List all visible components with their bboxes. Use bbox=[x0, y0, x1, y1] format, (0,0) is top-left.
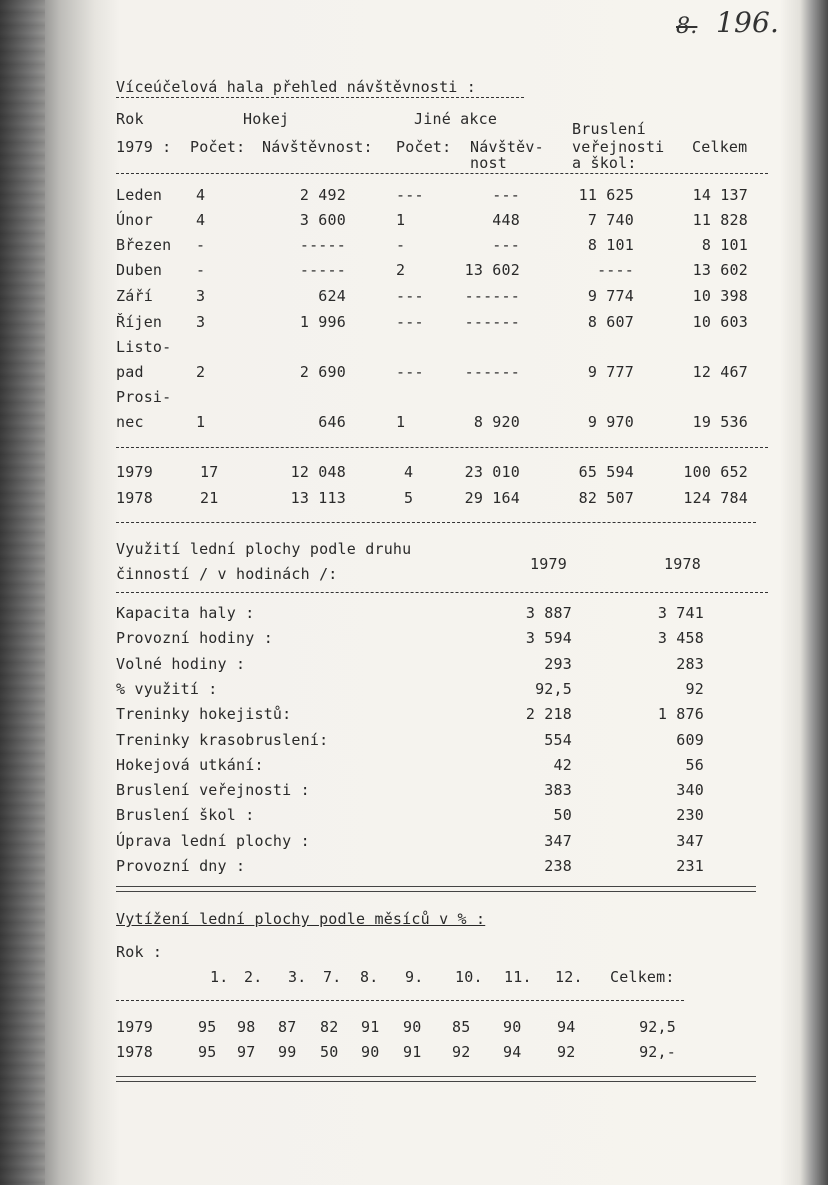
row-hokej-pocet: - bbox=[196, 261, 206, 279]
row-month: Říjen bbox=[116, 313, 163, 331]
monthly-value: 98 bbox=[237, 1018, 256, 1036]
usage-value-1979: 50 bbox=[553, 806, 572, 825]
row-hokej-navstevnost: 624 bbox=[318, 287, 346, 305]
header-pocet-2: Počet: bbox=[396, 138, 452, 156]
usage-label: % využití : bbox=[116, 679, 218, 698]
monthly-value: 85 bbox=[452, 1018, 471, 1036]
row-hokej-navstevnost: 1 996 bbox=[299, 313, 346, 331]
totals-rule-top bbox=[116, 447, 768, 448]
usage-label: Bruslení škol : bbox=[116, 806, 255, 825]
month-header-total: Celkem: bbox=[610, 968, 675, 986]
row-jine-pocet: --- bbox=[396, 287, 424, 305]
header-navstev-2: nost bbox=[470, 154, 507, 172]
usage-value-1978: 3 458 bbox=[657, 629, 704, 648]
row-brusleni: 8 607 bbox=[587, 313, 634, 331]
monthly-value: 90 bbox=[403, 1018, 422, 1036]
row-celkem: 13 602 bbox=[692, 261, 748, 279]
monthly-value: 90 bbox=[503, 1018, 522, 1036]
usage-value-1979: 238 bbox=[544, 857, 572, 875]
total-brusleni: 82 507 bbox=[578, 489, 634, 507]
usage-value-1979: 293 bbox=[544, 654, 572, 673]
usage-value-1978: 283 bbox=[676, 654, 704, 673]
row-jine-pocet: --- bbox=[396, 363, 424, 381]
monthly-value: 50 bbox=[320, 1043, 339, 1061]
monthly-rule bbox=[116, 1000, 684, 1001]
total-year: 1979 bbox=[116, 463, 153, 481]
month-header: 12. bbox=[555, 968, 583, 986]
usage-value-1979: 347 bbox=[544, 831, 572, 850]
row-jine-navstevnost: 448 bbox=[492, 211, 520, 229]
month-header: 2. bbox=[244, 968, 263, 986]
usage-year-b: 1978 bbox=[664, 555, 701, 573]
row-jine-navstevnost: --- bbox=[492, 186, 520, 204]
usage-value-1979: 42 bbox=[553, 755, 572, 774]
usage-value-1979: 92,5 bbox=[535, 679, 572, 698]
header-celkem: Celkem bbox=[692, 138, 748, 156]
totals-rule-bottom bbox=[116, 522, 756, 523]
row-jine-pocet: --- bbox=[396, 313, 424, 331]
row-hokej-pocet: 3 bbox=[196, 287, 206, 305]
row-jine-navstevnost: ------ bbox=[464, 363, 520, 381]
row-jine-pocet: 2 bbox=[396, 261, 406, 279]
monthly-value: 82 bbox=[320, 1018, 339, 1036]
row-brusleni: 11 625 bbox=[578, 186, 634, 204]
row-brusleni: 9 777 bbox=[587, 363, 634, 381]
group-brusleni: Bruslení bbox=[572, 120, 646, 138]
monthly-value: 99 bbox=[278, 1043, 297, 1061]
row-hokej-navstevnost: ----- bbox=[299, 261, 346, 279]
row-brusleni: 8 101 bbox=[587, 236, 634, 254]
month-header: 3. bbox=[288, 968, 307, 986]
row-hokej-navstevnost: 2 492 bbox=[299, 186, 346, 204]
monthly-value: 92 bbox=[452, 1043, 471, 1061]
row-hokej-navstevnost: 3 600 bbox=[299, 211, 346, 229]
row-month: Březen bbox=[116, 236, 172, 254]
monthly-year-label: Rok : bbox=[116, 943, 163, 961]
section-divider-2 bbox=[116, 1076, 756, 1082]
row-hokej-pocet: 3 bbox=[196, 313, 206, 331]
usage-label: Provozní hodiny : bbox=[116, 629, 273, 648]
row-celkem: 10 398 bbox=[692, 287, 748, 305]
row-jine-pocet: --- bbox=[396, 186, 424, 204]
total-hokej-navstevnost: 12 048 bbox=[290, 463, 346, 481]
monthly-value: 91 bbox=[361, 1018, 380, 1036]
usage-heading-1: Využití lední plochy podle druhu bbox=[116, 540, 412, 558]
usage-label: Kapacita haly : bbox=[116, 604, 255, 622]
usage-value-1978: 347 bbox=[676, 831, 704, 850]
row-hokej-pocet: 2 bbox=[196, 363, 206, 381]
year-label: Rok bbox=[116, 110, 144, 128]
row-jine-navstevnost: ------ bbox=[464, 313, 520, 331]
usage-year-a: 1979 bbox=[530, 555, 567, 573]
month-header: 11. bbox=[504, 968, 532, 986]
header-year: 1979 : bbox=[116, 138, 172, 156]
row-month: Leden bbox=[116, 186, 163, 204]
row-month: Listo- bbox=[116, 338, 172, 356]
row-hokej-navstevnost: 646 bbox=[318, 413, 346, 431]
usage-label: Volné hodiny : bbox=[116, 654, 246, 673]
monthly-value: 94 bbox=[503, 1043, 522, 1061]
usage-label: Úprava lední plochy : bbox=[116, 831, 310, 850]
usage-label: Provozní dny : bbox=[116, 857, 246, 875]
usage-value-1978: 3 741 bbox=[657, 604, 704, 622]
total-jine-pocet: 5 bbox=[404, 489, 414, 507]
row-jine-pocet: 1 bbox=[396, 211, 406, 229]
row-hokej-navstevnost: ----- bbox=[299, 236, 346, 254]
row-month: Duben bbox=[116, 261, 163, 279]
monthly-total: 92,- bbox=[639, 1043, 676, 1061]
total-year: 1978 bbox=[116, 489, 153, 507]
usage-value-1978: 609 bbox=[676, 730, 704, 749]
usage-value-1978: 230 bbox=[676, 806, 704, 825]
total-hokej-pocet: 17 bbox=[200, 463, 219, 481]
month-header: 9. bbox=[405, 968, 424, 986]
monthly-total: 92,5 bbox=[639, 1018, 676, 1036]
monthly-value: 92 bbox=[557, 1043, 576, 1061]
row-hokej-pocet: 4 bbox=[196, 211, 206, 229]
usage-value-1978: 340 bbox=[676, 781, 704, 800]
row-hokej-pocet: - bbox=[196, 236, 206, 254]
usage-label: Hokejová utkání: bbox=[116, 755, 264, 774]
monthly-value: 97 bbox=[237, 1043, 256, 1061]
usage-value-1979: 554 bbox=[544, 730, 572, 749]
monthly-value: 90 bbox=[361, 1043, 380, 1061]
row-hokej-pocet: 4 bbox=[196, 186, 206, 204]
month-header: 10. bbox=[455, 968, 483, 986]
total-brusleni: 65 594 bbox=[578, 463, 634, 481]
monthly-value: 87 bbox=[278, 1018, 297, 1036]
binding-shadow bbox=[0, 0, 45, 1185]
title-underline bbox=[116, 97, 524, 98]
header-navstevnost: Návštěvnost: bbox=[262, 138, 373, 156]
row-jine-navstevnost: 8 920 bbox=[473, 413, 520, 431]
header-rule bbox=[116, 173, 768, 174]
usage-value-1979: 2 218 bbox=[525, 705, 572, 724]
row-celkem: 8 101 bbox=[701, 236, 748, 254]
row-month: Září bbox=[116, 287, 153, 305]
row-celkem: 19 536 bbox=[692, 413, 748, 431]
group-jine-akce: Jiné akce bbox=[414, 110, 498, 128]
total-jine-navstevnost: 29 164 bbox=[464, 489, 520, 507]
month-header: 8. bbox=[360, 968, 379, 986]
monthly-title: Vytížení lední plochy podle měsíců v % : bbox=[116, 910, 486, 928]
usage-heading-2: činností / v hodinách /: bbox=[116, 565, 338, 583]
row-month: Únor bbox=[116, 211, 153, 229]
monthly-year: 1979 bbox=[116, 1018, 153, 1036]
header-navstev-1: Návštěv- bbox=[470, 138, 544, 156]
page-number-struck: 8. bbox=[676, 14, 698, 39]
row-brusleni: ---- bbox=[597, 261, 634, 279]
group-hokej: Hokej bbox=[243, 110, 290, 128]
usage-value-1978: 56 bbox=[685, 755, 704, 774]
row-jine-navstevnost: ------ bbox=[464, 287, 520, 305]
header-brusleni-2: a škol: bbox=[572, 154, 637, 172]
row-hokej-pocet: 1 bbox=[196, 413, 206, 431]
document-title: Víceúčelová hala přehled návštěvnosti : bbox=[116, 78, 476, 96]
row-month: Prosi- bbox=[116, 388, 172, 406]
usage-rule bbox=[116, 592, 768, 593]
usage-value-1979: 3 887 bbox=[525, 604, 572, 622]
row-celkem: 14 137 bbox=[692, 186, 748, 204]
total-celkem: 100 652 bbox=[683, 463, 748, 481]
total-jine-pocet: 4 bbox=[404, 463, 414, 481]
row-jine-navstevnost: 13 602 bbox=[464, 261, 520, 279]
row-celkem: 12 467 bbox=[692, 363, 748, 381]
row-celkem: 11 828 bbox=[692, 211, 748, 229]
usage-value-1978: 231 bbox=[676, 857, 704, 875]
header-brusleni-1: veřejnosti bbox=[572, 138, 665, 156]
total-hokej-pocet: 21 bbox=[200, 489, 219, 507]
monthly-value: 91 bbox=[403, 1043, 422, 1061]
monthly-value: 95 bbox=[198, 1043, 217, 1061]
row-brusleni: 7 740 bbox=[587, 211, 634, 229]
row-month-cont: nec bbox=[116, 413, 144, 431]
section-divider-1 bbox=[116, 886, 756, 892]
total-jine-navstevnost: 23 010 bbox=[464, 463, 520, 481]
usage-value-1979: 3 594 bbox=[525, 629, 572, 648]
total-hokej-navstevnost: 13 113 bbox=[290, 489, 346, 507]
row-jine-pocet: - bbox=[396, 236, 406, 254]
row-jine-pocet: 1 bbox=[396, 413, 406, 431]
row-brusleni: 9 970 bbox=[587, 413, 634, 431]
month-header: 1. bbox=[210, 968, 229, 986]
usage-label: Treninky hokejistů: bbox=[116, 705, 292, 724]
header-pocet: Počet: bbox=[190, 138, 246, 156]
usage-value-1978: 1 876 bbox=[657, 705, 704, 724]
month-header: 7. bbox=[323, 968, 342, 986]
row-celkem: 10 603 bbox=[692, 313, 748, 331]
row-hokej-navstevnost: 2 690 bbox=[299, 363, 346, 381]
row-month-cont: pad bbox=[116, 363, 144, 381]
usage-label: Bruslení veřejnosti : bbox=[116, 781, 310, 800]
monthly-value: 94 bbox=[557, 1018, 576, 1036]
usage-value-1978: 92 bbox=[685, 679, 704, 698]
row-brusleni: 9 774 bbox=[587, 287, 634, 305]
page-number: 196. bbox=[716, 6, 780, 39]
usage-value-1979: 383 bbox=[544, 781, 572, 800]
usage-label: Treninky krasobruslení: bbox=[116, 730, 329, 749]
monthly-value: 95 bbox=[198, 1018, 217, 1036]
monthly-year: 1978 bbox=[116, 1043, 153, 1061]
row-jine-navstevnost: --- bbox=[492, 236, 520, 254]
total-celkem: 124 784 bbox=[683, 489, 748, 507]
